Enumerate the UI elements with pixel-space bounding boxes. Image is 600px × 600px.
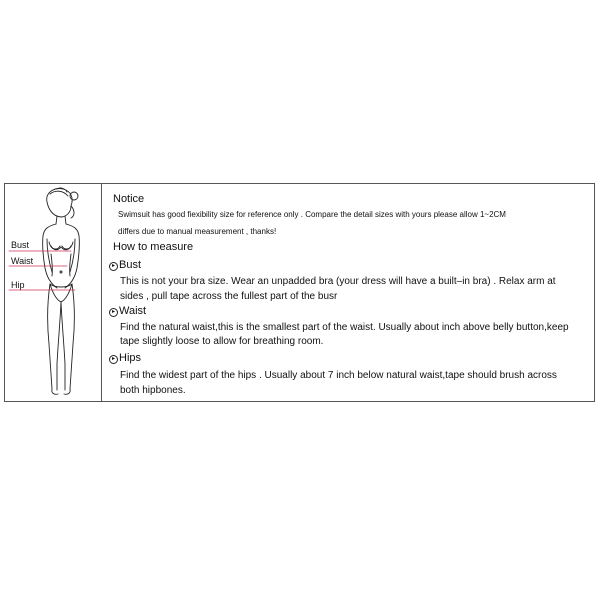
hip-label: Hip	[11, 280, 25, 290]
body-figure-panel	[5, 184, 102, 401]
waist-heading: ▸ Waist	[109, 305, 146, 318]
measure-text-panel	[102, 184, 594, 401]
bust-text-line-1: This is not your bra size. Wear an unpadded bra (your dress will have a built–in bra) . Relax arm at	[120, 276, 556, 287]
play-circle-icon: ▸	[109, 262, 118, 271]
bust-heading: ▸ Bust	[109, 259, 141, 272]
body-figure-illustration	[5, 184, 102, 403]
how-to-measure-title: How to measure	[113, 241, 194, 253]
size-guide-frame	[4, 183, 595, 402]
hips-text-line-1: Find the widest part of the hips . Usually about 7 inch below natural waist,tape should brush across	[120, 370, 557, 381]
waist-text-line-2: tape slightly loose to allow for breathing room.	[120, 336, 324, 347]
notice-title: Notice	[113, 193, 145, 205]
hips-heading: ▸ Hips	[109, 352, 141, 365]
hips-text-line-2: both hipbones.	[120, 385, 186, 396]
waist-label: Waist	[11, 256, 34, 266]
waist-text-line-1: Find the natural waist,this is the smallest part of the waist. Usually about inch above belly button,keep	[120, 322, 569, 333]
notice-text-line-1: Swimsuit has good fiexibility size for reference only . Compare the detail sizes with yours please allow 1~2CM	[118, 210, 506, 219]
play-circle-icon: ▸	[109, 308, 118, 317]
bust-text-line-2: sides , pull tape across the fullest part of the busr	[120, 291, 338, 302]
bust-label: Bust	[11, 240, 30, 250]
notice-text-line-2: differs due to manual measurement , thanks!	[118, 227, 277, 236]
play-circle-icon: ▸	[109, 355, 118, 364]
